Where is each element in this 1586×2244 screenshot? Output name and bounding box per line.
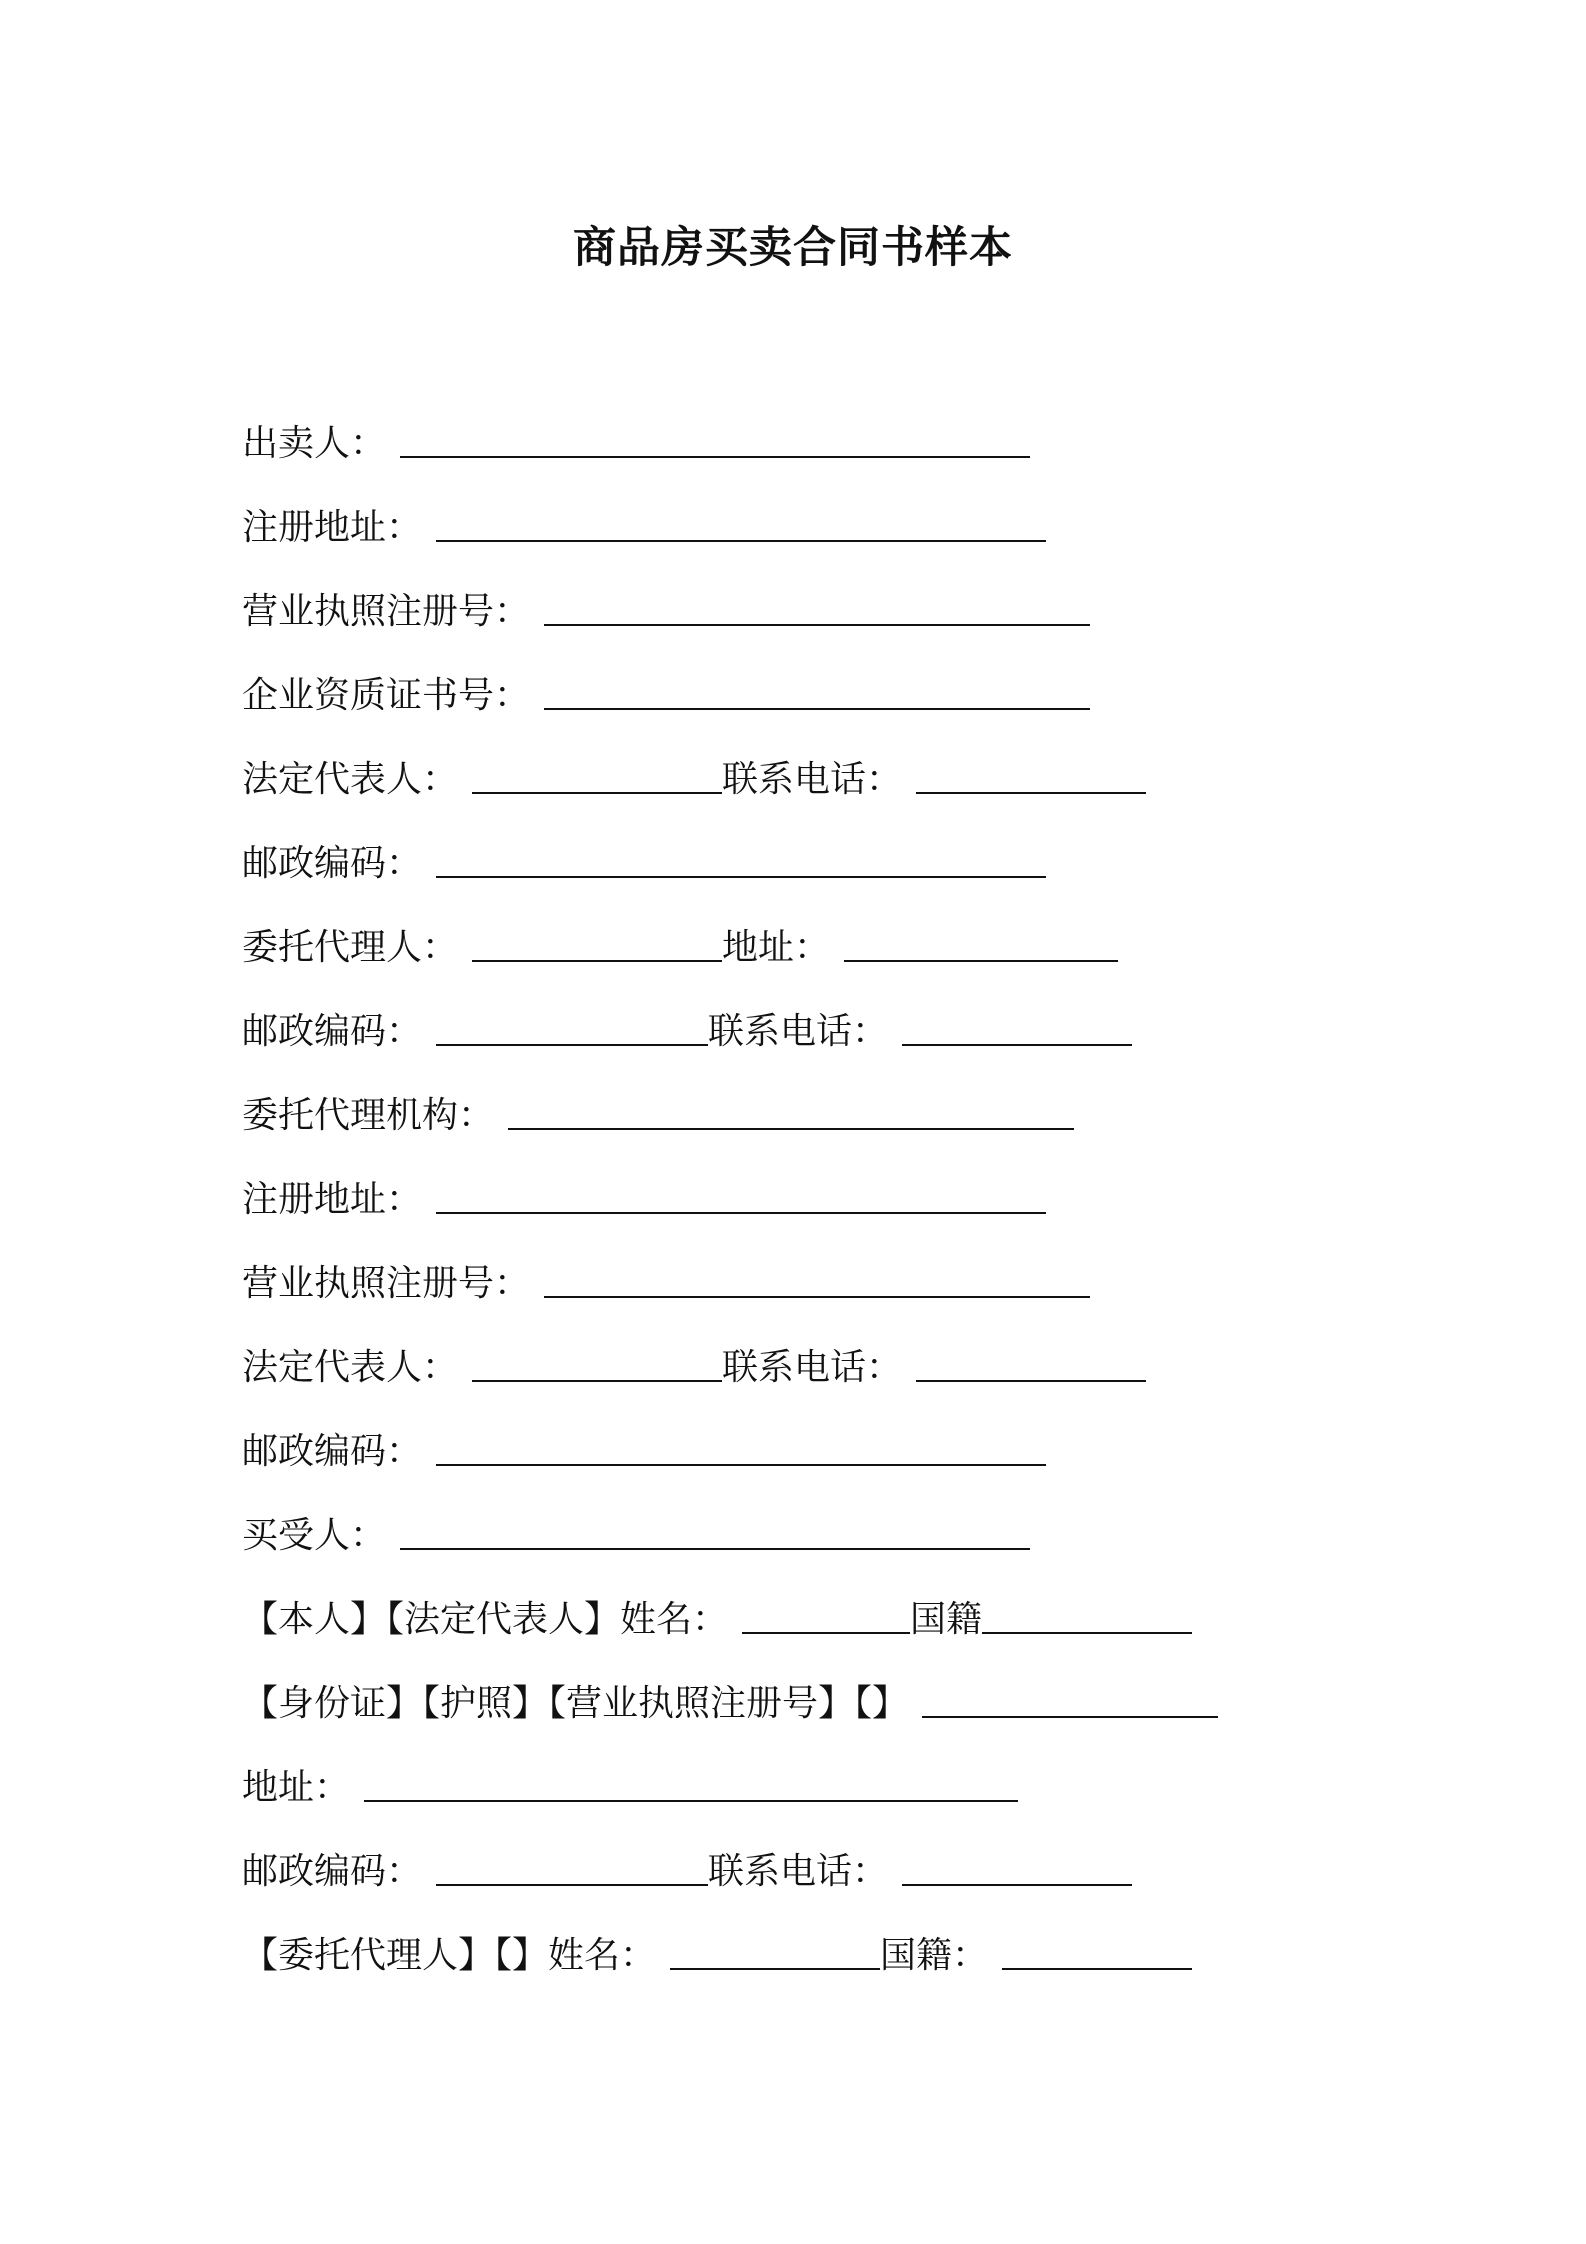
- address-blank[interactable]: [844, 924, 1118, 962]
- business-license-blank[interactable]: [544, 588, 1090, 626]
- legal-rep-blank[interactable]: [472, 756, 722, 794]
- agency-registered-address-line: [242, 1166, 1046, 1222]
- business-license-line: [242, 578, 1090, 634]
- nationality-label: 国籍: [910, 1599, 983, 1640]
- seller-registered-address-line: [242, 494, 1046, 550]
- business-license-label: 营业执照注册号：: [242, 1263, 531, 1304]
- phone-label: 联系电话：: [708, 1851, 889, 1892]
- nationality-blank[interactable]: [982, 1596, 1192, 1634]
- address-blank[interactable]: [364, 1764, 1018, 1802]
- registered-address-label: 注册地址：: [242, 1179, 423, 1220]
- registered-address-blank[interactable]: [436, 1176, 1046, 1214]
- registered-address-blank[interactable]: [436, 504, 1046, 542]
- seller-line: [242, 410, 1030, 466]
- postal-code-line: [242, 830, 1046, 886]
- nationality-label: 国籍：: [880, 1935, 989, 1976]
- phone-blank[interactable]: [916, 1344, 1146, 1382]
- document-title: 商品房买卖合同书样本: [573, 223, 1013, 273]
- agent-line: [242, 914, 1118, 970]
- postal-code-label: 邮政编码：: [242, 843, 423, 884]
- buyer-id-label: 【身份证】【护照】【营业执照注册号】【】: [242, 1683, 909, 1724]
- qualification-cert-line: [242, 662, 1090, 718]
- postal-code-blank[interactable]: [436, 1848, 708, 1886]
- agency-legal-rep-line: [242, 1334, 1146, 1390]
- agency-label: 委托代理机构：: [242, 1095, 495, 1136]
- postal-code-label: 邮政编码：: [242, 1011, 423, 1052]
- agency-blank[interactable]: [508, 1092, 1074, 1130]
- business-license-label: 营业执照注册号：: [242, 591, 531, 632]
- buyer-agent-line: [242, 1922, 1192, 1978]
- business-license-blank[interactable]: [544, 1260, 1090, 1298]
- postal-code-label: 邮政编码：: [242, 1851, 423, 1892]
- buyer-agent-name-label: 【委托代理人】【】姓名：: [242, 1935, 657, 1976]
- seller-label: 出卖人：: [242, 423, 387, 464]
- qualification-cert-blank[interactable]: [544, 672, 1090, 710]
- buyer-address-line: [242, 1754, 1018, 1810]
- buyer-name-blank[interactable]: [742, 1596, 910, 1634]
- agent-postal-phone-line: [242, 998, 1132, 1054]
- buyer-label: 买受人：: [242, 1515, 387, 1556]
- buyer-id-line: [242, 1670, 1218, 1726]
- agent-blank[interactable]: [472, 924, 722, 962]
- buyer-id-blank[interactable]: [922, 1680, 1218, 1718]
- phone-blank[interactable]: [902, 1008, 1132, 1046]
- postal-code-blank[interactable]: [436, 1428, 1046, 1466]
- legal-rep-blank[interactable]: [472, 1344, 722, 1382]
- buyer-agent-name-blank[interactable]: [670, 1932, 880, 1970]
- agency-postal-code-line: [242, 1418, 1046, 1474]
- address-label: 地址：: [722, 927, 831, 968]
- registered-address-label: 注册地址：: [242, 507, 423, 548]
- address-label: 地址：: [242, 1767, 351, 1808]
- agency-business-license-line: [242, 1250, 1090, 1306]
- seller-blank[interactable]: [400, 420, 1030, 458]
- postal-code-label: 邮政编码：: [242, 1431, 423, 1472]
- phone-blank[interactable]: [902, 1848, 1132, 1886]
- legal-rep-label: 法定代表人：: [242, 759, 459, 800]
- postal-code-blank[interactable]: [436, 1008, 708, 1046]
- nationality-blank[interactable]: [1002, 1932, 1192, 1970]
- qualification-cert-label: 企业资质证书号：: [242, 675, 531, 716]
- phone-label: 联系电话：: [722, 1347, 903, 1388]
- agent-label: 委托代理人：: [242, 927, 459, 968]
- legal-rep-line: [242, 746, 1146, 802]
- phone-label: 联系电话：: [708, 1011, 889, 1052]
- agency-line: [242, 1082, 1074, 1138]
- buyer-line: [242, 1502, 1030, 1558]
- buyer-name-nationality-line: [242, 1586, 1192, 1642]
- legal-rep-label: 法定代表人：: [242, 1347, 459, 1388]
- postal-code-blank[interactable]: [436, 840, 1046, 878]
- phone-label: 联系电话：: [722, 759, 903, 800]
- phone-blank[interactable]: [916, 756, 1146, 794]
- buyer-postal-phone-line: [242, 1838, 1132, 1894]
- buyer-name-label: 【本人】【法定代表人】姓名：: [242, 1599, 729, 1640]
- buyer-blank[interactable]: [400, 1512, 1030, 1550]
